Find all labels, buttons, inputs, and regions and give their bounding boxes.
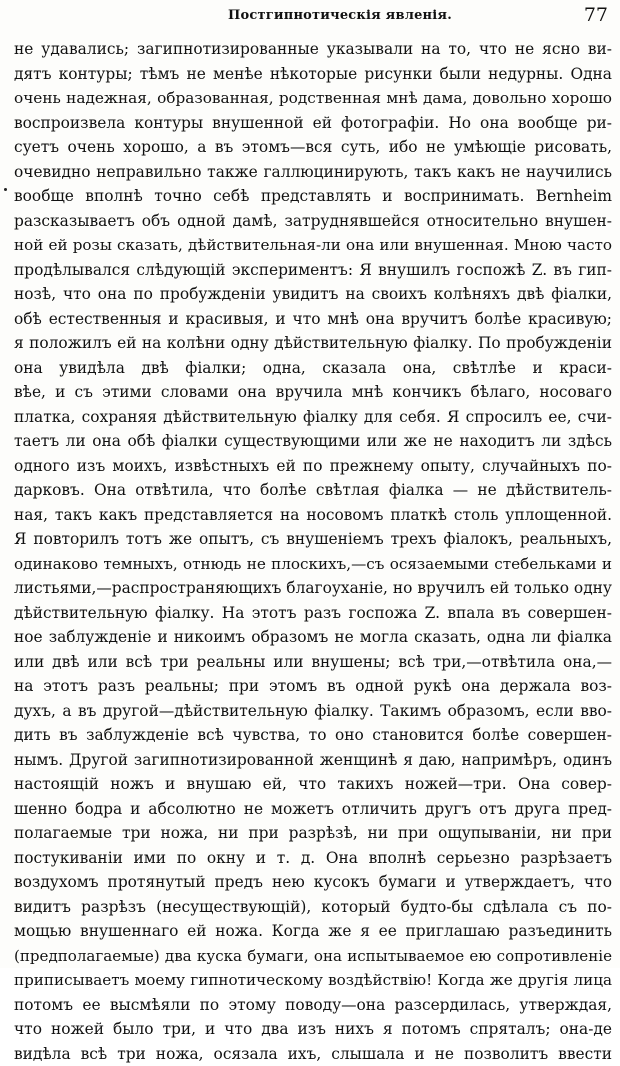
body-text (14, 37, 612, 1066)
text-line: настоящій ножъ и внушаю ей, что такихъ ножей—три. Она совер- (14, 772, 612, 797)
text-line: приписываетъ моему гипнотическому воздѣйствію! Когда же другія лица (14, 968, 612, 993)
text-line: вообще вполнѣ точно себѣ представлять и воспринимать. Bernheim (14, 184, 612, 209)
text-line: платка, сохраняя дѣйствительную фіалку для себя. Я спросилъ ее, счи- (14, 405, 612, 430)
text-line: ное заблужденіе и никоимъ образомъ не могла сказать, одна ли фіалка (14, 625, 612, 650)
text-line: (предполагаемые) два куска бумаги, она испытываемое ею сопротивленіе (14, 944, 612, 969)
text-line: видитъ разрѣзъ (несуществующій), который будто-бы сдѣлала съ по- (14, 895, 612, 920)
text-line: ной ей розы сказать, дѣйствительная-ли она или внушенная. Мною часто (14, 233, 612, 258)
text-line: не удавались; загипнотизированные указывали на то, что не ясно ви- (14, 37, 612, 62)
text-line: дить въ заблужденіе всѣ чувства, то оно становится болѣе совершен- (14, 723, 612, 748)
text-line: мощью внушеннаго ей ножа. Когда же я ее приглашаю разъединить (14, 919, 612, 944)
text-line: одного изъ моихъ, извѣстныхъ ей по прежнему опыту, случайныхъ по- (14, 454, 612, 479)
text-line: шенно бодра и абсолютно не можетъ отличить другъ отъ друга пред- (14, 797, 612, 822)
text-line: или двѣ или всѣ три реальны или внушены; всѣ три,—отвѣтила она,— (14, 650, 612, 675)
text-line: видѣла всѣ три ножа, осязала ихъ, слышала и не позволитъ ввести (14, 1042, 612, 1066)
text-line: одинаково темныхъ, отнюдь не плоскихъ,—съ осязаемыми стебельками и (14, 552, 612, 577)
text-line: нозѣ, что она по пробужденіи увидитъ на своихъ колѣняхъ двѣ фіалки, (14, 282, 612, 307)
text-line: она увидѣла двѣ фіалки; одна, сказала она, свѣтлѣе и краси- (14, 356, 612, 381)
text-line: продѣлывался слѣдующій экспериментъ: Я внушилъ госпожѣ Z. въ гип- (14, 258, 612, 283)
text-line: духъ, а въ другой—дѣйствительную фіалку. Такимъ образомъ, если вво- (14, 699, 612, 724)
running-title: Постгипнотическія явленія. (228, 8, 452, 23)
text-line: дѣйствительную фіалку. На этотъ разъ госпожа Z. впала въ совершен- (14, 601, 612, 626)
text-line: постукиваніи ими по окну и т. д. Она вполнѣ серьезно разрѣзаетъ (14, 846, 612, 871)
text-line: потомъ ее высмѣяли по этому поводу—она разсердилась, утверждая, (14, 993, 612, 1018)
text-line: дарковъ. Она отвѣтила, что болѣе свѣтлая фіалка — не дѣйствитель- (14, 478, 612, 503)
text-line: вѣе, и съ этими словами она вручила мнѣ кончикъ бѣлаго, носоваго (14, 380, 612, 405)
text-line: что ножей было три, и что два изъ нихъ я потомъ спряталъ; она-де (14, 1017, 612, 1042)
text-line: нымъ. Другой загипнотизированной женщинѣ я даю, напримѣръ, одинъ (14, 748, 612, 773)
text-line: очень надежная, образованная, родственная мнѣ дама, довольно хорошо (14, 86, 612, 111)
text-line: суетъ очень хорошо, а въ этомъ—вся суть, ибо не умѣющіе рисовать, (14, 135, 612, 160)
text-line: дятъ контуры; тѣмъ не менѣе нѣкоторые рисунки были недурны. Одна (14, 62, 612, 87)
text-line: на этотъ разъ реальны; при этомъ въ одной рукѣ она держала воз- (14, 674, 612, 699)
text-line: воспроизвела контуры внушенной ей фотографіи. Но она вообще ри- (14, 111, 612, 136)
page-header (14, 4, 610, 26)
text-line: Я повторилъ тотъ же опытъ, съ внушеніемъ трехъ фіалокъ, реальныхъ, (14, 527, 612, 552)
page-number: 77 (584, 4, 608, 26)
text-line: очевидно неправильно также галлюцинирують, такъ какъ не научились (14, 160, 612, 185)
text-line: воздухомъ протянутый предъ нею кусокъ бумаги и утверждаетъ, что (14, 870, 612, 895)
text-line: разсказываетъ объ одной дамѣ, затруднявшейся относительно внушен- (14, 209, 612, 234)
text-line: ная, такъ какъ представляется на носовомъ платкѣ столь уплощенной. (14, 503, 612, 528)
text-line: таетъ ли она обѣ фіалки существующими или же не находитъ ли здѣсь (14, 429, 612, 454)
text-line: я положилъ ей на колѣни одну дѣйствительную фіалку. По пробужденіи (14, 331, 612, 356)
text-line: листьями,—распространяющихъ благоуханіе, но вручилъ ей только одну (14, 576, 612, 601)
margin-speck (4, 188, 7, 191)
text-line: полагаемые три ножа, ни при разрѣзѣ, ни при ощупываніи, ни при (14, 821, 612, 846)
text-line: обѣ естественныя и красивыя, и что мнѣ она вручитъ болѣе красивую; (14, 307, 612, 332)
